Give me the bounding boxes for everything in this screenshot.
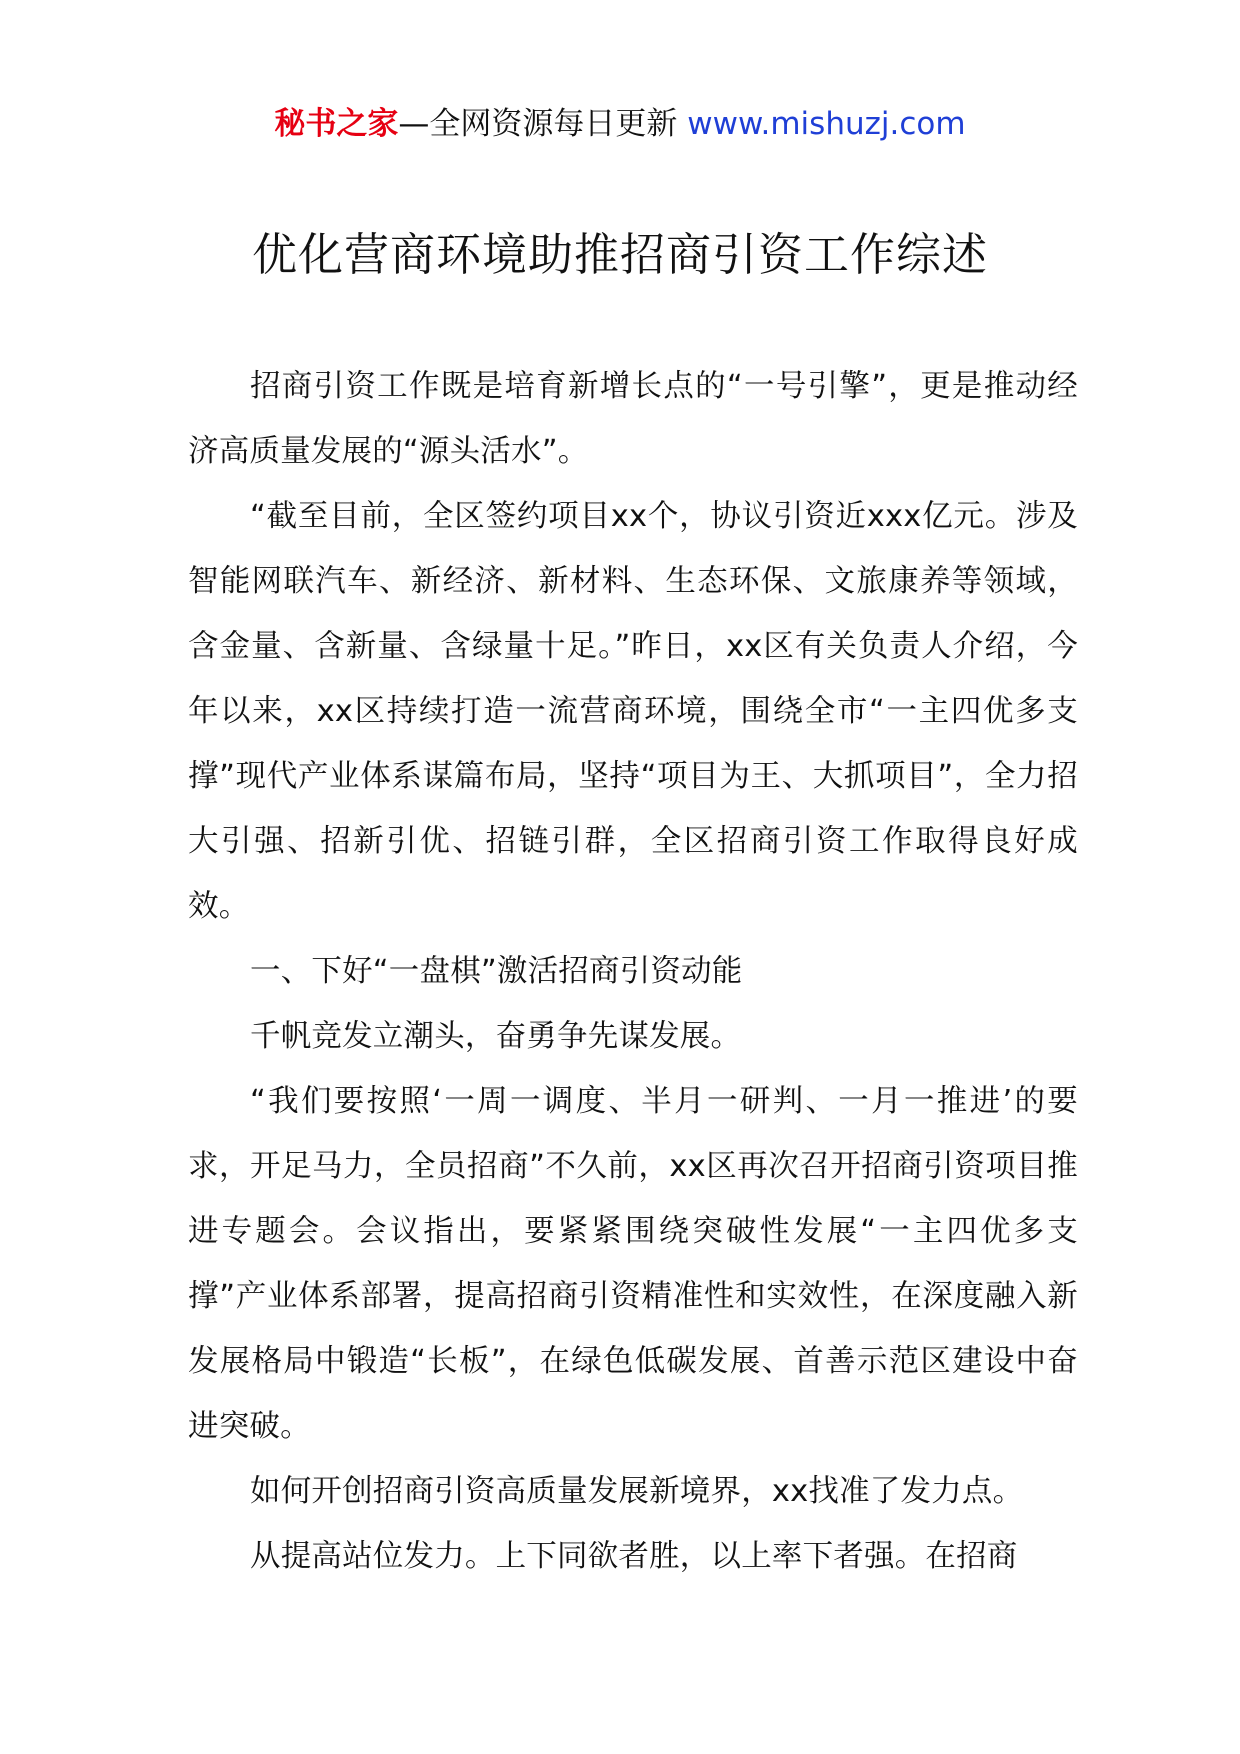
paragraph-position: 从提高站位发力。上下同欲者胜，以上率下者强。在招商 xyxy=(250,1539,1018,1574)
site-url-link[interactable]: www.mishuzj.com xyxy=(687,106,966,142)
paragraph-motto: 千帆竞发立潮头，奋勇争先谋发展。 xyxy=(250,1019,742,1054)
paragraph-question: 如何开创招商引资高质量发展新境界，xx找准了发力点。 xyxy=(250,1474,1024,1509)
paragraph-meeting: “我们要按照‘一周一调度、半月一研判、一月一推进’的要求，开足马力，全员招商”不久前，xx区再次召开招商引资项目推进专题会。会议指出，要紧紧围绕突破性发展“一主四优多支撑”产业体系部署，提高招商引资精准性和实效性，在深度融入新发展格局中锻造“长板”，在绿色低碳发展、首善示范区建设中奋进突破。 xyxy=(188,1084,1078,1444)
site-header xyxy=(0,100,1240,148)
document-title: 优化营商环境助推招商引资工作综述 xyxy=(251,228,988,281)
paragraph-achievements: “截至目前，全区签约项目xx个，协议引资近xxx亿元。涉及智能网联汽车、新经济、新材料、生态环保、文旅康养等领域，含金量、含新量、含绿量十足。”昨日，xx区有关负责人介绍，今年以来，xx区持续打造一流营商环境，围绕全市“一主四优多支撑”现代产业体系谋篇布局，坚持“项目为王、大抓项目”，全力招大引强、招新引优、招链引群，全区招商引资工作取得良好成效。 xyxy=(188,499,1078,924)
document-body xyxy=(188,354,1078,1589)
site-brand: 秘书之家 xyxy=(274,106,399,142)
section-heading-1: 一、下好“一盘棋”激活招商引资动能 xyxy=(250,954,743,989)
site-slogan: —全网资源每日更新 xyxy=(398,106,688,142)
paragraph-intro: 招商引资工作既是培育新增长点的“一号引擎”，更是推动经济高质量发展的“源头活水”。 xyxy=(188,369,1078,469)
